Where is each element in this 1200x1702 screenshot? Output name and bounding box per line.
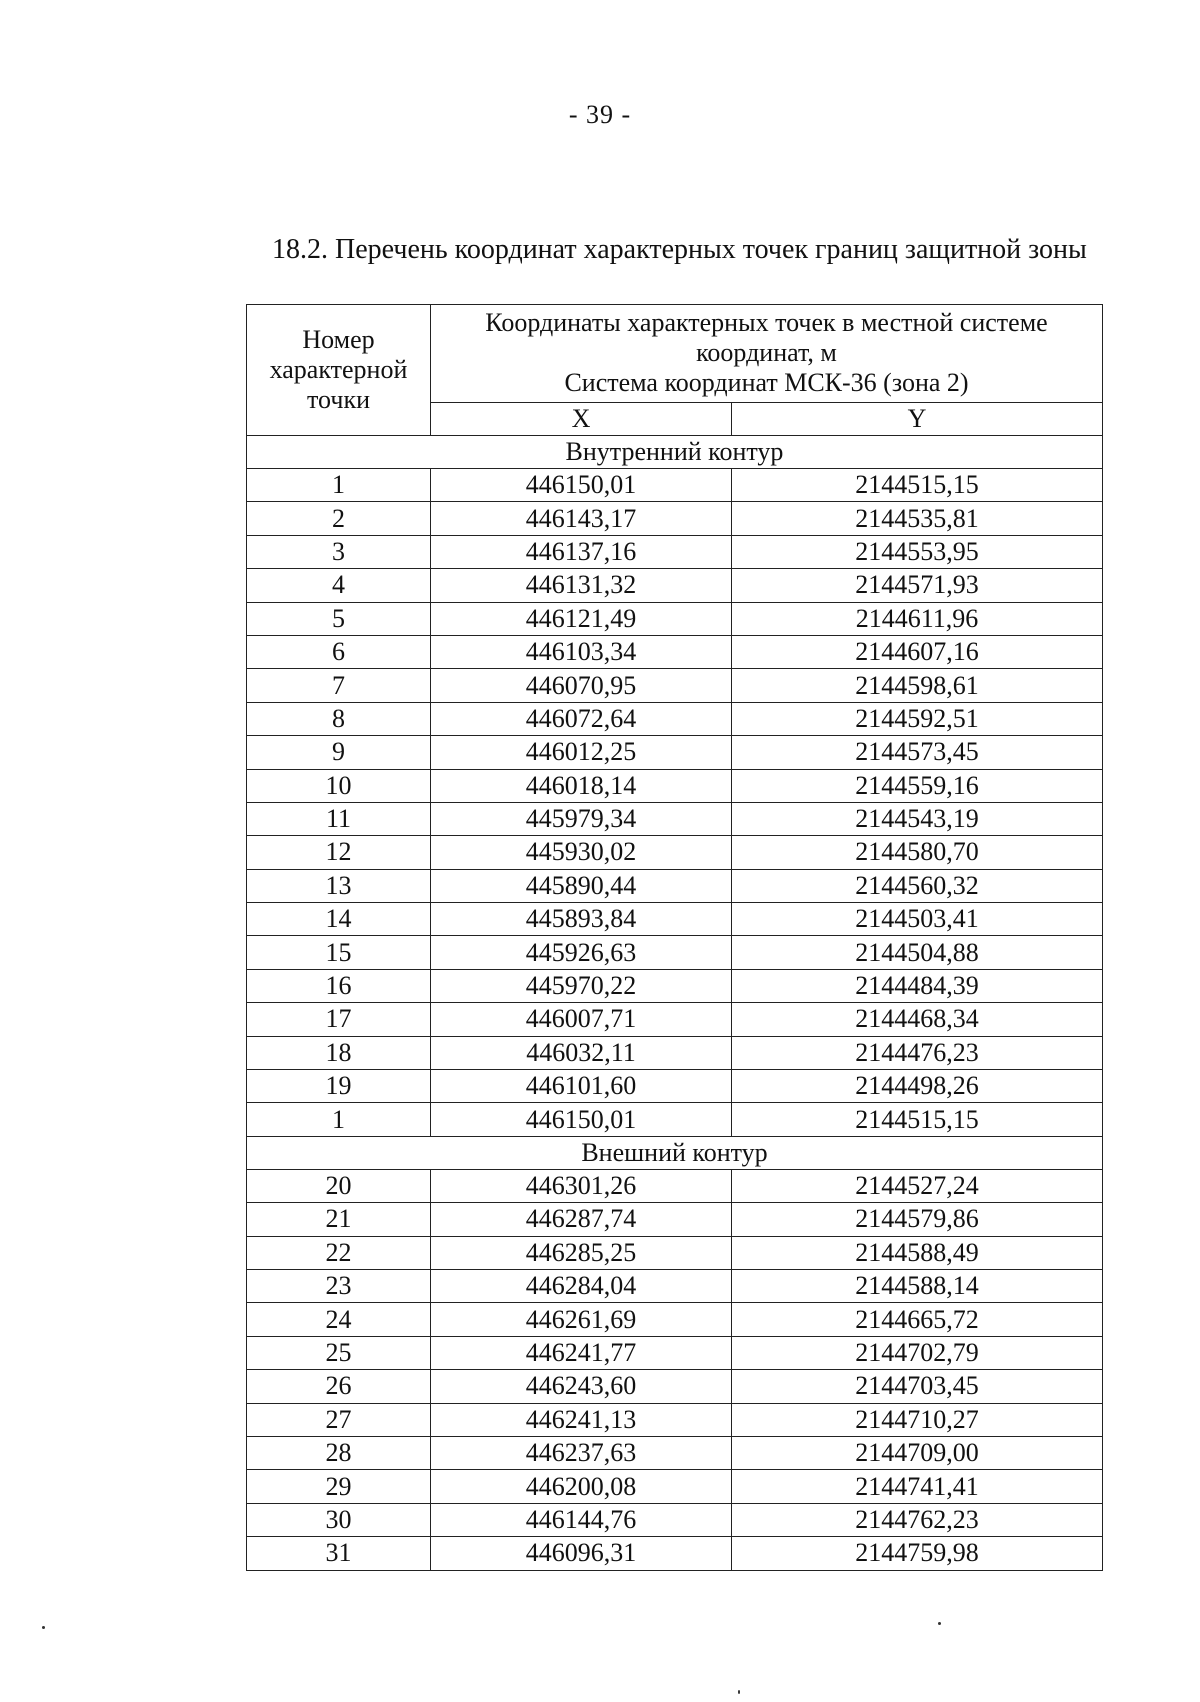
x-coordinate-cell: 446131,32 [431,569,732,602]
y-coordinate-cell: 2144592,51 [732,702,1103,735]
header-coordinates-line2: Система координат МСК-36 (зона 2) [564,368,969,398]
y-coordinate-cell: 2144571,93 [732,569,1103,602]
x-coordinate-cell: 446137,16 [431,535,732,568]
point-number-cell: 12 [247,836,431,869]
x-coordinate-cell: 445979,34 [431,802,732,835]
table-row [247,635,1103,668]
y-coordinate-cell: 2144703,45 [732,1370,1103,1403]
scan-speck [42,1626,45,1629]
point-number-cell: 24 [247,1303,431,1336]
x-coordinate-cell: 446012,25 [431,736,732,769]
page-number: - 39 - [568,100,632,129]
y-coordinate-cell: 2144559,16 [732,769,1103,802]
scan-speck [738,1690,740,1694]
x-coordinate-cell: 446070,95 [431,669,732,702]
y-coordinate-cell: 2144611,96 [732,602,1103,635]
point-number-cell: 9 [247,736,431,769]
y-coordinate-cell: 2144741,41 [732,1470,1103,1503]
x-coordinate-cell: 446150,01 [431,1103,732,1136]
point-number-cell: 25 [247,1336,431,1369]
section-title: 18.2. Перечень координат характерных точек границ защитной зоны [272,234,1087,265]
y-coordinate-cell: 2144468,34 [732,1003,1103,1036]
y-coordinate-cell: 2144503,41 [732,903,1103,936]
y-coordinate-cell: 2144543,19 [732,802,1103,835]
table-row [247,1203,1103,1236]
point-number-cell: 30 [247,1503,431,1536]
point-number-cell: 3 [247,535,431,568]
table-row [247,1036,1103,1069]
x-coordinate-cell: 446121,49 [431,602,732,635]
point-number-cell: 19 [247,1070,431,1103]
section-row [247,1136,1103,1169]
x-coordinate-cell: 446103,34 [431,635,732,668]
point-number-cell: 18 [247,1036,431,1069]
table-row [247,969,1103,1002]
y-coordinate-cell: 2144665,72 [732,1303,1103,1336]
table-row [247,736,1103,769]
table-row [247,1470,1103,1503]
y-coordinate-cell: 2144588,49 [732,1236,1103,1269]
point-number-cell: 6 [247,635,431,668]
y-coordinate-cell: 2144553,95 [732,535,1103,568]
header-y: Y [732,402,1103,435]
y-coordinate-cell: 2144710,27 [732,1403,1103,1436]
header-point-number-label: Номер характерной точки [269,325,408,414]
x-coordinate-cell: 446018,14 [431,769,732,802]
table-body [247,436,1103,1571]
table-row [247,1269,1103,1302]
table-row [247,936,1103,969]
table-row [247,1303,1103,1336]
y-coordinate-cell: 2144588,14 [732,1269,1103,1302]
point-number-cell: 29 [247,1470,431,1503]
table-row [247,1003,1103,1036]
x-coordinate-cell: 446285,25 [431,1236,732,1269]
header-point-number [247,305,431,436]
section-title-cell: Внешний контур [247,1136,1103,1169]
point-number-cell: 5 [247,602,431,635]
x-coordinate-cell: 446241,13 [431,1403,732,1436]
table-row [247,1336,1103,1369]
table-row [247,1537,1103,1570]
x-coordinate-cell: 446101,60 [431,1070,732,1103]
y-coordinate-cell: 2144484,39 [732,969,1103,1002]
section-title-cell: Внутренний контур [247,436,1103,469]
table-row [247,1503,1103,1536]
point-number-cell: 11 [247,802,431,835]
header-coordinates-line1: Координаты характерных точек в местной системе координат, м [485,308,1048,368]
point-number-cell: 26 [247,1370,431,1403]
y-coordinate-cell: 2144527,24 [732,1169,1103,1202]
point-number-cell: 2 [247,502,431,535]
table-row [247,903,1103,936]
point-number-cell: 28 [247,1436,431,1469]
section-row [247,436,1103,469]
y-coordinate-cell: 2144535,81 [732,502,1103,535]
y-coordinate-cell: 2144560,32 [732,869,1103,902]
x-coordinate-cell: 446143,17 [431,502,732,535]
point-number-cell: 14 [247,903,431,936]
x-coordinate-cell: 446007,71 [431,1003,732,1036]
point-number-cell: 1 [247,469,431,502]
x-coordinate-cell: 445930,02 [431,836,732,869]
x-coordinate-cell: 446096,31 [431,1537,732,1570]
point-number-cell: 21 [247,1203,431,1236]
point-number-cell: 20 [247,1169,431,1202]
y-coordinate-cell: 2144762,23 [732,1503,1103,1536]
x-coordinate-cell: 446301,26 [431,1169,732,1202]
point-number-cell: 15 [247,936,431,969]
point-number-cell: 17 [247,1003,431,1036]
y-coordinate-cell: 2144476,23 [732,1036,1103,1069]
x-coordinate-cell: 445970,22 [431,969,732,1002]
table-row [247,702,1103,735]
x-coordinate-cell: 446243,60 [431,1370,732,1403]
point-number-cell: 13 [247,869,431,902]
y-coordinate-cell: 2144580,70 [732,836,1103,869]
table-row [247,1370,1103,1403]
point-number-cell: 16 [247,969,431,1002]
scan-speck [938,1622,941,1625]
y-coordinate-cell: 2144573,45 [732,736,1103,769]
x-coordinate-cell: 446287,74 [431,1203,732,1236]
x-coordinate-cell: 446261,69 [431,1303,732,1336]
table-row [247,869,1103,902]
table-row [247,1103,1103,1136]
header-coordinates [431,305,1103,403]
y-coordinate-cell: 2144515,15 [732,1103,1103,1136]
point-number-cell: 27 [247,1403,431,1436]
x-coordinate-cell: 445890,44 [431,869,732,902]
x-coordinate-cell: 446284,04 [431,1269,732,1302]
table-row [247,802,1103,835]
table-row [247,502,1103,535]
x-coordinate-cell: 446241,77 [431,1336,732,1369]
y-coordinate-cell: 2144579,86 [732,1203,1103,1236]
y-coordinate-cell: 2144598,61 [732,669,1103,702]
table-row [247,769,1103,802]
point-number-cell: 1 [247,1103,431,1136]
table-row [247,535,1103,568]
x-coordinate-cell: 445893,84 [431,903,732,936]
x-coordinate-cell: 445926,63 [431,936,732,969]
point-number-cell: 31 [247,1537,431,1570]
y-coordinate-cell: 2144759,98 [732,1537,1103,1570]
x-coordinate-cell: 446150,01 [431,469,732,502]
y-coordinate-cell: 2144709,00 [732,1436,1103,1469]
table-row [247,602,1103,635]
point-number-cell: 23 [247,1269,431,1302]
x-coordinate-cell: 446200,08 [431,1470,732,1503]
x-coordinate-cell: 446072,64 [431,702,732,735]
table-row [247,1169,1103,1202]
table-row [247,1436,1103,1469]
coordinates-table [246,304,1103,1571]
table-row [247,1403,1103,1436]
table-row [247,1070,1103,1103]
table-row [247,469,1103,502]
point-number-cell: 22 [247,1236,431,1269]
y-coordinate-cell: 2144515,15 [732,469,1103,502]
x-coordinate-cell: 446032,11 [431,1036,732,1069]
point-number-cell: 8 [247,702,431,735]
header-x: X [431,402,732,435]
y-coordinate-cell: 2144702,79 [732,1336,1103,1369]
point-number-cell: 10 [247,769,431,802]
table-row [247,1236,1103,1269]
y-coordinate-cell: 2144504,88 [732,936,1103,969]
table-header [247,305,1103,436]
table-row [247,836,1103,869]
point-number-cell: 7 [247,669,431,702]
table-row [247,669,1103,702]
table-row [247,569,1103,602]
x-coordinate-cell: 446144,76 [431,1503,732,1536]
x-coordinate-cell: 446237,63 [431,1436,732,1469]
point-number-cell: 4 [247,569,431,602]
y-coordinate-cell: 2144607,16 [732,635,1103,668]
y-coordinate-cell: 2144498,26 [732,1070,1103,1103]
